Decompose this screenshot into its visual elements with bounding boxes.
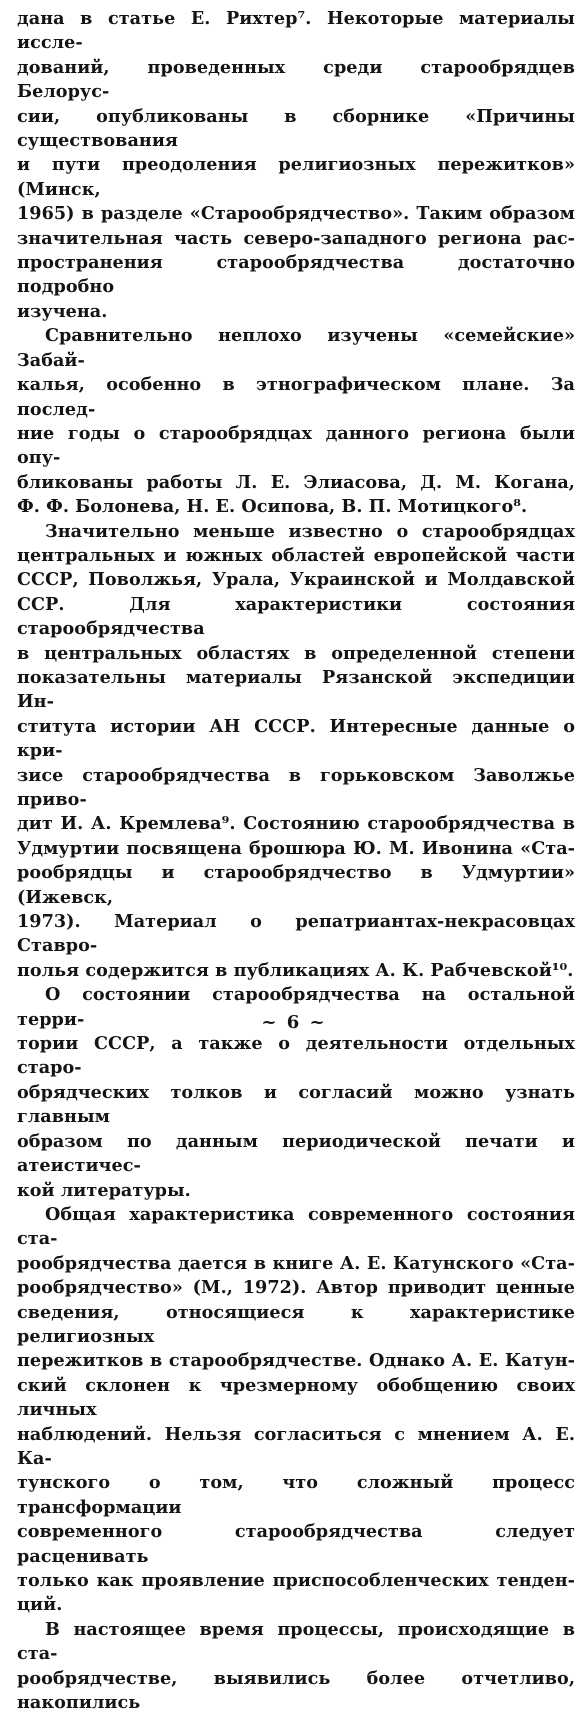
text-line: 1965) в разделе «Старообрядчество». Таким образом [17,203,575,225]
text-line: тунского о том, что сложный процесс трансформации [17,1472,575,1518]
body-text [17,7,575,1715]
page-number: ~ 6 ~ [261,1012,327,1033]
text-line: дана в статье Е. Рихтер⁷. Некоторые материалы иссле- [17,8,575,54]
text-line: только как проявление приспособленческих тенден- [17,1570,575,1591]
text-line: пространения старообрядчества достаточно подробно [17,252,575,298]
text-line: В настоящее время процессы, происходящие в ста- [17,1618,575,1665]
text-line: ние годы о старообрядцах данного региона были опу- [17,422,575,469]
text-line: образом по данным периодической печати и атеистичес- [17,1130,575,1177]
text-line: показательны материалы Рязанской экспедиции Ин- [17,666,575,713]
text-line: калья, особенно в этнографическом плане. За послед- [17,374,575,420]
text-line: в центральных областях в определенной степени [17,642,575,664]
text-line: Значительно меньше известно о старообрядцах [45,520,575,542]
text-line: сведения, относящиеся к характеристике религиозных [17,1301,575,1347]
text-line: ССР. Для характеристики состояния старообрядчества [17,593,575,640]
text-line: изучена. [17,300,108,322]
text-line: современного старообрядчества следует расценивать [17,1521,575,1567]
text-line: Удмуртии посвящена брошюра Ю. М. Ивонина «Ста- [17,837,575,859]
text-line: О состоянии старообрядчества на остальной терри- [17,984,575,1030]
text-line: бликованы работы Л. Е. Элиасова, Д. М. Когана, [17,471,575,493]
text-line: пережитков в старообрядчестве. Однако А. Е. Катун- [17,1350,575,1372]
text-line: рообрядчество» (М., 1972). Автор приводит ценные [17,1277,575,1299]
text-line: Общая характеристика современного состояния ста- [17,1203,575,1250]
text-line: значительная часть северо-западного региона рас- [17,227,575,249]
text-line: 1973). Материал о репатриантах-некрасовцах Ставро- [17,911,575,957]
text-line: обрядческих толков и согласий можно узнать главным [17,1081,575,1128]
text-line: дований, проведенных среди старообрядцев Белорус- [17,56,575,103]
text-line: центральных и южных областей европейской части [17,544,575,566]
text-line: тории СССР, а также о деятельности отдельных старо- [17,1033,575,1079]
text-line: дит И. А. Кремлева⁹. Состоянию старообрядчества в [17,813,575,835]
text-line: сии, опубликованы в сборнике «Причины существования [17,105,575,152]
text-line: рообрядцы и старообрядчество в Удмуртии» (Ижевск, [17,862,575,908]
text-line: кой литературы. [17,1179,191,1201]
text-line: полья содержится в публикациях А. К. Рабчевской¹⁰. [17,959,574,981]
text-line: и пути преодоления религиозных пережитков» (Минск, [17,154,575,200]
text-line: СССР, Поволжья, Урала, Украинской и Молдавской [17,569,575,591]
text-line: Сравнительно неплохо изучены «семейские» Забай- [17,325,575,371]
text-line: рообрядчестве, выявились более отчетливо, накопились [17,1667,575,1714]
text-line: Ф. Ф. Болонева, Н. Е. Осипова, В. П. Мотицкого⁸. [17,496,528,518]
text-line: ститута истории АН СССР. Интересные данные о кри- [17,715,575,762]
text-line: наблюдений. Нельзя согласиться с мнением А. Е. Ка- [17,1423,575,1469]
text-line: ций. [17,1594,63,1616]
text-line: рообрядчества дается в книге А. Е. Катунского «Ста- [17,1252,575,1274]
text-line: ский склонен к чрезмерному обобщению своих личных [17,1374,575,1421]
text-line: зисе старообрядчества в горьковском Заволжье приво- [17,764,575,810]
